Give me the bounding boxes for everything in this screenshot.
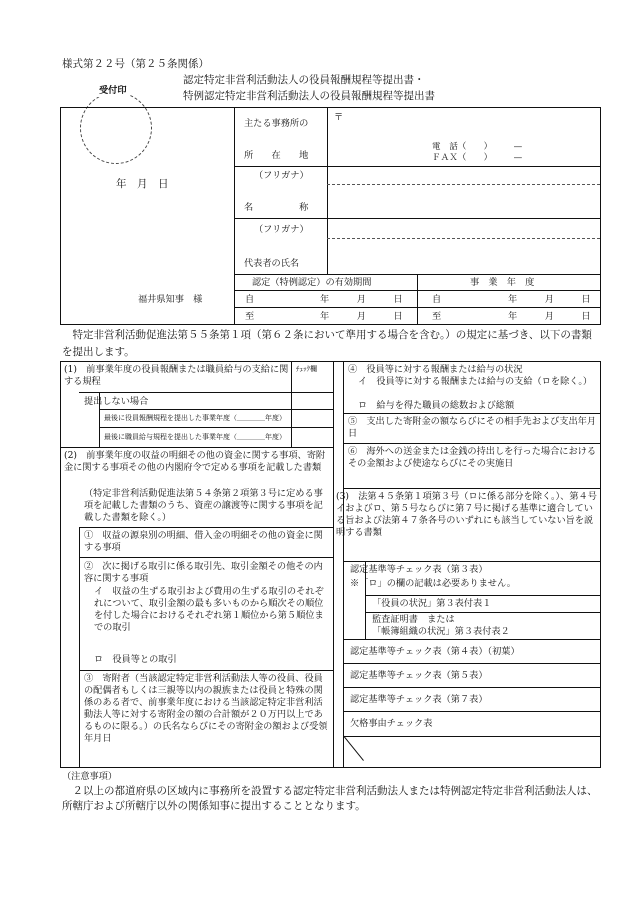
title-line-2: 特例認定特定非営利活動法人の役員報酬規程等提出書 [183,90,435,102]
fiscal-from-label: 自 [432,294,442,305]
check-table-5: 認定基準等チェック表（第５表） [350,670,488,681]
item-2-2-ro-text: ロ 役員等との取引 [94,654,177,665]
check-table-3: 認定基準等チェック表（第３表） [350,564,488,575]
addressee: 福井県知事 様 [138,294,203,305]
valid-period-header: 認定（特例認定）の有効期間 [252,277,372,288]
item-4-ro-text: ロ 給与を得た職員の総数および総額 [358,400,515,411]
item-3-text: (3) 法第４５条第１項第３号（ロに係る部分を除く。）、第４号イおよびロ、第５号ならびに第７号に掲げる基準に適合している旨および法第４７条各号のいずれにも該当していない旨を説明する書類 [336,491,597,538]
fiscal-from-date[interactable]: 年 月 日 [508,294,591,305]
stamp-label: 受付印 [99,85,127,96]
item-1-text: (1) 前事業年度の役員報酬または職員給与の支給に関する規程 [64,364,289,387]
audit-certificate-label: 監査証明書 または [372,614,455,625]
item-2-1-text: ① 収益の源泉別の明細、借入金の明細その他の資金に関する事項 [84,530,323,553]
disqualification-check-table: 欠格事由チェック表 [350,718,433,729]
item-2-3-text: ③ 寄附者（当該認定特定非営利活動法人等の役員、役員の配偶者もしくは三親等以内の親族または役員と特殊の関係のある者で、前事業年度における当該認定特定非営利活動法人等に対する寄附金の額の合計額が２０万円以上であるものに限る。）の氏名ならびにその寄附金の額および受領年月日 [84,673,328,744]
title-line-1: 認定特定非営利活動法人の役員報酬規程等提出書・ [183,74,425,86]
date-field[interactable]: 年 月 日 [116,178,169,190]
fax-field[interactable]: ＦＡＸ（ ） — [432,153,523,163]
notes-title: （注意事項） [62,771,118,782]
item-5-text: ⑤ 支出した寄附金の額ならびにその相手先および支出年月日 [348,416,597,439]
furigana-label-1: （フリガナ） [254,170,309,181]
representative-label: 代表者の氏名 [244,258,300,269]
fiscal-to-date[interactable]: 年 月 日 [508,311,591,322]
last-officer-rule-year[interactable]: 最後に役員報酬規程を提出した事業年度（＿＿＿＿年度） [104,414,286,422]
item-4-i-text: イ 役員等に対する報酬または給与の支給（ロを除く。） [358,376,593,387]
postal-mark[interactable]: 〒 [334,112,344,123]
check-table-3-note: ※「ロ」の欄の記載は必要ありません。 [350,578,516,589]
office-label-1: 主たる事務所の [244,118,309,129]
fiscal-to-label: 至 [432,311,442,322]
valid-from-label: 自 [245,294,255,305]
valid-from-date[interactable]: 年 月 日 [320,294,403,305]
check-column-header: ﾁｪｯｸ欄 [296,365,317,373]
bookkeeping-table: 「帳簿組織の状況」第３表付表２ [372,626,510,637]
item-4-text: ④ 役員等に対する報酬または給与の状況 [348,364,523,375]
not-submitted-label: 提出しない場合 [84,396,149,407]
item-6-text: ⑥ 海外への送金または金銭の持出しを行った場合におけるその金額および使途ならびにその実施日 [348,446,597,469]
last-staff-rule-year[interactable]: 最後に職員給与規程を提出した事業年度（＿＿＿＿年度） [104,433,286,441]
item-2-2-text: ② 次に掲げる取引に係る取引先、取引金額その他その内容に関する事項 [84,561,323,584]
furigana-label-2: （フリガナ） [254,224,309,235]
notes-body: ２以上の都道府県の区域内に事務所を設置する認定特定非営利活動法人または特例認定特定非営利活動法人は、所轄庁および所轄庁以外の関係知事に提出することとなります。 [62,785,598,813]
office-label-2: 所 在 地 [244,150,309,161]
item-2-text: (2) 前事業年度の収益の明細その他の資金に関する事項、寄附金に関する事項その他の内閣府令で定める事項を記載した書類 [64,450,326,473]
name-label: 名 称 [244,202,309,213]
reception-stamp-circle [80,92,152,164]
check-table-7: 認定基準等チェック表（第７表） [350,694,488,705]
phone-field[interactable]: 電 話（ ） — [432,142,523,152]
valid-to-date[interactable]: 年 月 日 [320,311,403,322]
check-table-4: 認定基準等チェック表（第４表）（初葉） [350,646,520,657]
intro-text: 特定非営利活動促進法第５５条第１項（第６２条において準用する場合を含む。）の規定に基づき、以下の書類を提出します。 [62,329,592,358]
item-2-note: （特定非営利活動促進法第５４条第２項第３号に定める事項を記載した書類のうち、資産の譲渡等に関する事項を記載した書類を除く。） [84,488,323,523]
officer-status-table: 「役員の状況」第３表付表１ [372,598,492,609]
item-2-2-i-text: イ 収益の生ずる取引および費用の生ずる取引のそれぞれについて、取引金額の最も多いものから順次その順位を付した場合におけるそれぞれ第１順位から第５順位までの取引 [94,586,324,633]
form-number: 様式第２２号（第２５条関係） [62,58,209,70]
fiscal-year-header: 事 業 年 度 [470,277,535,288]
valid-to-label: 至 [245,311,255,322]
